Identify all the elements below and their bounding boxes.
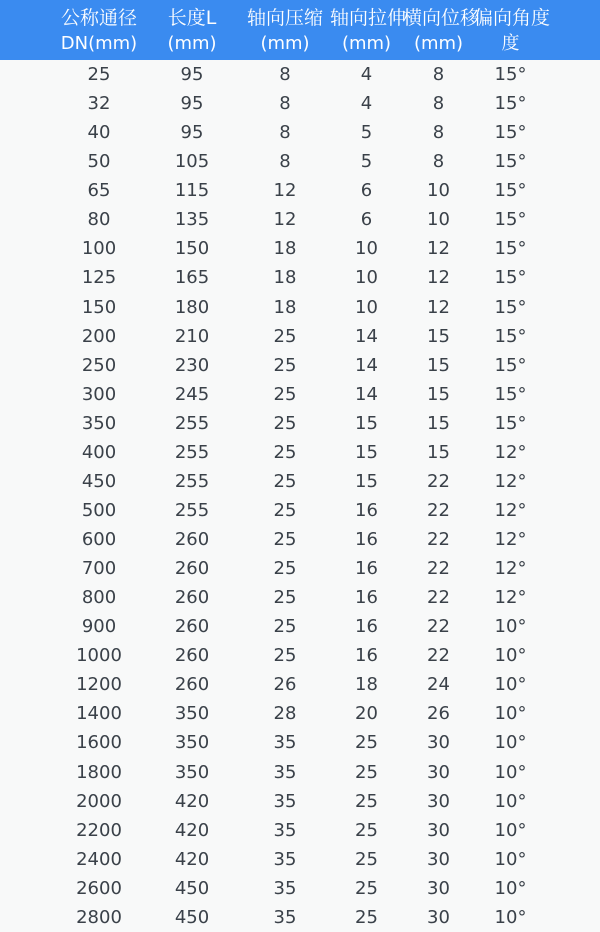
table-cell: 25 xyxy=(355,761,378,783)
table-cell: 80 xyxy=(87,209,111,231)
table-cell: 18 xyxy=(273,267,297,289)
table-cell: 450 xyxy=(174,906,210,928)
table-cell: 14 xyxy=(355,325,378,347)
table-cell: 12 xyxy=(427,267,450,289)
table-cell: 1000 xyxy=(76,645,122,667)
table-cell: 10° xyxy=(494,790,527,812)
table-cell: 800 xyxy=(81,587,117,609)
table-cell: 25 xyxy=(273,587,297,609)
table-cell: 15° xyxy=(494,93,527,115)
table-cell: 30 xyxy=(427,819,450,841)
header-cell xyxy=(403,5,480,56)
table-cell: 35 xyxy=(273,819,297,841)
table-cell: 25 xyxy=(273,383,297,405)
table-cell: 4 xyxy=(360,64,373,86)
table-cell: 1200 xyxy=(76,674,122,696)
table-row xyxy=(0,118,600,147)
table-row xyxy=(0,380,600,409)
table-cell: 6 xyxy=(360,209,373,231)
table-row xyxy=(0,845,600,874)
table-row xyxy=(0,612,600,641)
table-row xyxy=(0,641,600,670)
table-cell: 16 xyxy=(355,499,378,521)
table-cell: 18 xyxy=(355,674,378,696)
table-cell: 245 xyxy=(174,383,210,405)
table-cell: 22 xyxy=(427,645,450,667)
table-cell: 12 xyxy=(273,209,297,231)
header-line1: 横向位移 xyxy=(403,6,480,29)
header-cell xyxy=(54,5,144,56)
table-row xyxy=(0,816,600,845)
table-row xyxy=(0,205,600,234)
table-row xyxy=(0,496,600,525)
table-row xyxy=(0,467,600,496)
table-cell: 400 xyxy=(81,441,117,463)
table-cell: 30 xyxy=(427,877,450,899)
table-cell: 12° xyxy=(494,470,527,492)
header-cell xyxy=(240,5,330,56)
table-cell: 35 xyxy=(273,906,297,928)
table-cell: 10° xyxy=(494,906,527,928)
table-cell: 260 xyxy=(174,529,210,551)
table-cell: 150 xyxy=(174,238,210,260)
header-line1: 长度L xyxy=(167,6,217,29)
header-cell xyxy=(474,5,551,56)
table-cell: 25 xyxy=(273,470,297,492)
table-cell: 12 xyxy=(427,296,450,318)
table-cell: 25 xyxy=(355,848,378,870)
table-cell: 22 xyxy=(427,616,450,638)
table-cell: 15 xyxy=(427,383,450,405)
table-cell: 22 xyxy=(427,470,450,492)
header-cell xyxy=(144,5,240,56)
table-cell: 2800 xyxy=(76,906,122,928)
table-cell: 10 xyxy=(427,180,450,202)
table-cell: 10 xyxy=(355,267,378,289)
header-line2: 度 xyxy=(501,32,520,54)
table-row xyxy=(0,758,600,787)
table-cell: 25 xyxy=(355,906,378,928)
table-cell: 35 xyxy=(273,848,297,870)
table-cell: 260 xyxy=(174,645,210,667)
header-cell xyxy=(330,5,407,56)
table-cell: 30 xyxy=(427,790,450,812)
table-cell: 24 xyxy=(427,674,450,696)
table-cell: 8 xyxy=(279,122,291,144)
table-cell: 22 xyxy=(427,587,450,609)
table-cell: 350 xyxy=(174,761,210,783)
table-cell: 25 xyxy=(355,819,378,841)
table-cell: 115 xyxy=(174,180,210,202)
table-cell: 25 xyxy=(273,558,297,580)
table-cell: 100 xyxy=(81,238,117,260)
table-row xyxy=(0,234,600,263)
table-row xyxy=(0,670,600,699)
table-cell: 25 xyxy=(273,412,297,434)
table-row xyxy=(0,699,600,728)
header-line2: (mm) xyxy=(167,32,217,54)
table-cell: 10° xyxy=(494,819,527,841)
table-row xyxy=(0,525,600,554)
table-cell: 350 xyxy=(81,412,117,434)
table-cell: 28 xyxy=(273,703,297,725)
table-cell: 25 xyxy=(355,790,378,812)
table-row xyxy=(0,787,600,816)
table-cell: 15 xyxy=(427,325,450,347)
table-cell: 8 xyxy=(432,122,445,144)
table-cell: 35 xyxy=(273,790,297,812)
table-cell: 16 xyxy=(355,616,378,638)
table-cell: 350 xyxy=(174,703,210,725)
header-line1: 偏向角度 xyxy=(474,6,551,29)
table-cell: 8 xyxy=(279,93,291,115)
table-cell: 12 xyxy=(273,180,297,202)
table-cell: 300 xyxy=(81,383,117,405)
table-cell: 16 xyxy=(355,529,378,551)
table-cell: 125 xyxy=(81,267,117,289)
table-cell: 25 xyxy=(273,354,297,376)
table-cell: 12° xyxy=(494,558,527,580)
table-cell: 10° xyxy=(494,877,527,899)
table-cell: 30 xyxy=(427,732,450,754)
table-cell: 30 xyxy=(427,848,450,870)
table-row xyxy=(0,322,600,351)
header-line1: 轴向压缩 xyxy=(246,6,323,29)
table-cell: 15° xyxy=(494,354,527,376)
table-cell: 12° xyxy=(494,587,527,609)
table-cell: 14 xyxy=(355,383,378,405)
table-cell: 12 xyxy=(427,238,450,260)
header-line2: (mm) xyxy=(260,32,310,54)
table-cell: 10 xyxy=(355,296,378,318)
table-cell: 8 xyxy=(279,151,291,173)
table-cell: 22 xyxy=(427,499,450,521)
table-cell: 25 xyxy=(273,325,297,347)
table-cell: 1800 xyxy=(76,761,122,783)
table-row xyxy=(0,176,600,205)
table-cell: 15° xyxy=(494,238,527,260)
header-line2: (mm) xyxy=(413,32,464,54)
table-cell: 10 xyxy=(427,209,450,231)
header-line2: DN(mm) xyxy=(60,32,138,54)
table-cell: 350 xyxy=(174,732,210,754)
table-cell: 25 xyxy=(273,529,297,551)
table-cell: 10 xyxy=(355,238,378,260)
table-cell: 420 xyxy=(174,819,210,841)
table-cell: 95 xyxy=(180,64,204,86)
table-cell: 450 xyxy=(174,877,210,899)
table-cell: 15° xyxy=(494,325,527,347)
table-cell: 4 xyxy=(360,93,373,115)
table-cell: 10° xyxy=(494,761,527,783)
table-cell: 15 xyxy=(427,354,450,376)
table-cell: 35 xyxy=(273,761,297,783)
table-cell: 18 xyxy=(273,238,297,260)
table-row xyxy=(0,89,600,118)
table-cell: 210 xyxy=(174,325,210,347)
table-cell: 40 xyxy=(87,122,111,144)
table-cell: 15° xyxy=(494,151,527,173)
table-cell: 260 xyxy=(174,558,210,580)
table-cell: 260 xyxy=(174,674,210,696)
table-cell: 2200 xyxy=(76,819,122,841)
table-cell: 95 xyxy=(180,93,204,115)
table-cell: 25 xyxy=(273,499,297,521)
table-cell: 15 xyxy=(427,441,450,463)
table-cell: 150 xyxy=(81,296,117,318)
table-cell: 25 xyxy=(355,732,378,754)
table-cell: 16 xyxy=(355,645,378,667)
table-cell: 26 xyxy=(273,674,297,696)
table-cell: 35 xyxy=(273,877,297,899)
table-cell: 420 xyxy=(174,790,210,812)
table-cell: 260 xyxy=(174,616,210,638)
table-cell: 8 xyxy=(432,64,445,86)
table-cell: 230 xyxy=(174,354,210,376)
table-cell: 1400 xyxy=(76,703,122,725)
table-cell: 15 xyxy=(427,412,450,434)
table-cell: 420 xyxy=(174,848,210,870)
table-cell: 65 xyxy=(87,180,111,202)
table-row xyxy=(0,60,600,89)
table-cell: 95 xyxy=(180,122,204,144)
table-cell: 6 xyxy=(360,180,373,202)
table-cell: 30 xyxy=(427,906,450,928)
table-cell: 105 xyxy=(174,151,210,173)
table-cell: 35 xyxy=(273,732,297,754)
table-cell: 10° xyxy=(494,645,527,667)
table-cell: 700 xyxy=(81,558,117,580)
table-cell: 12° xyxy=(494,441,527,463)
table-cell: 600 xyxy=(81,529,117,551)
table-row xyxy=(0,903,600,932)
table-cell: 14 xyxy=(355,354,378,376)
table-cell: 25 xyxy=(273,645,297,667)
table-row xyxy=(0,874,600,903)
table-cell: 450 xyxy=(81,470,117,492)
table-cell: 15° xyxy=(494,180,527,202)
table-cell: 25 xyxy=(273,441,297,463)
table-cell: 250 xyxy=(81,354,117,376)
table-cell: 15° xyxy=(494,209,527,231)
table-row xyxy=(0,293,600,322)
table-cell: 18 xyxy=(273,296,297,318)
table-cell: 255 xyxy=(174,470,210,492)
table-row xyxy=(0,351,600,380)
table-cell: 30 xyxy=(427,761,450,783)
table-cell: 1600 xyxy=(76,732,122,754)
table-cell: 255 xyxy=(174,412,210,434)
table-cell: 22 xyxy=(427,558,450,580)
table-row xyxy=(0,263,600,292)
table-cell: 25 xyxy=(355,877,378,899)
table-cell: 2400 xyxy=(76,848,122,870)
table-cell: 5 xyxy=(360,151,373,173)
table-body xyxy=(0,60,600,932)
table-cell: 15 xyxy=(355,470,378,492)
table-cell: 15° xyxy=(494,122,527,144)
table-cell: 15° xyxy=(494,267,527,289)
table-cell: 10° xyxy=(494,703,527,725)
table-row xyxy=(0,728,600,757)
table-cell: 500 xyxy=(81,499,117,521)
table-row xyxy=(0,409,600,438)
table-cell: 900 xyxy=(81,616,117,638)
table-cell: 165 xyxy=(174,267,210,289)
table-cell: 260 xyxy=(174,587,210,609)
table-cell: 15° xyxy=(494,296,527,318)
header-line1: 轴向拉伸 xyxy=(330,6,407,29)
table-cell: 22 xyxy=(427,529,450,551)
table-cell: 15° xyxy=(494,412,527,434)
table-cell: 8 xyxy=(432,93,445,115)
table-cell: 25 xyxy=(87,64,111,86)
table-row xyxy=(0,147,600,176)
table-header xyxy=(0,0,600,60)
table-cell: 12° xyxy=(494,529,527,551)
table-cell: 26 xyxy=(427,703,450,725)
table-cell: 16 xyxy=(355,587,378,609)
table-row xyxy=(0,583,600,612)
table-cell: 15° xyxy=(494,64,527,86)
table-cell: 2000 xyxy=(76,790,122,812)
header-line1: 公称通径 xyxy=(60,6,137,29)
table-cell: 25 xyxy=(273,616,297,638)
table-cell: 50 xyxy=(87,151,111,173)
table-cell: 15 xyxy=(355,412,378,434)
table-cell: 8 xyxy=(432,151,445,173)
table-cell: 8 xyxy=(279,64,291,86)
table-cell: 255 xyxy=(174,499,210,521)
table-cell: 255 xyxy=(174,441,210,463)
table-cell: 15° xyxy=(494,383,527,405)
table-cell: 135 xyxy=(174,209,210,231)
table-cell: 16 xyxy=(355,558,378,580)
table-cell: 32 xyxy=(87,93,111,115)
table-cell: 5 xyxy=(360,122,373,144)
table-cell: 10° xyxy=(494,732,527,754)
table-row xyxy=(0,438,600,467)
table-cell: 10° xyxy=(494,848,527,870)
table-cell: 10° xyxy=(494,616,527,638)
table-cell: 12° xyxy=(494,499,527,521)
table-cell: 180 xyxy=(174,296,210,318)
table-row xyxy=(0,554,600,583)
table-cell: 200 xyxy=(81,325,117,347)
table-cell: 20 xyxy=(355,703,378,725)
table-cell: 10° xyxy=(494,674,527,696)
header-line2: (mm) xyxy=(341,32,392,54)
table-cell: 15 xyxy=(355,441,378,463)
table-cell: 2600 xyxy=(76,877,122,899)
